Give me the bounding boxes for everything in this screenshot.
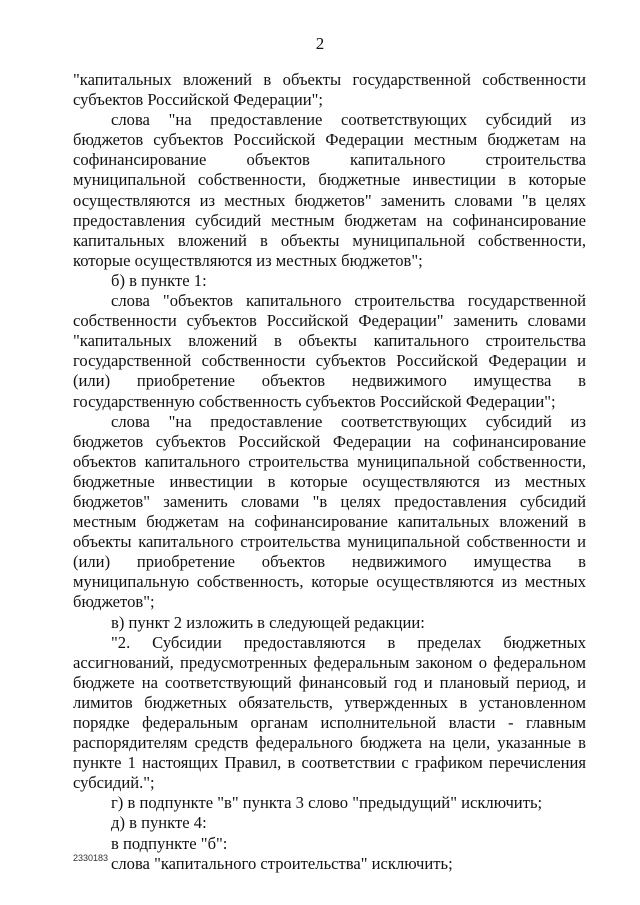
paragraph: "капитальных вложений в объекты государственной собственности субъектов Российской Федерации"; bbox=[73, 70, 586, 110]
paragraph: д) в пункте 4: bbox=[111, 813, 207, 833]
paragraph: слова "на предоставление соответствующих субсидий из бюджетов субъектов Российской Федерации местным бюджетам на софинансирование объектов капитального строительства муниципальной собственности, бюджетные инвестиции в которые осуществляются из местных бюджетов" заменить словами "в целях предоставления субсидий местным бюджетам на софинансирование капитальных вложений в объекты муниципальной собственности, которые осуществляются из местных бюджетов"; bbox=[73, 110, 586, 270]
paragraph: слова "на предоставление соответствующих субсидий из бюджетов субъектов Российской Федерации на софинансирование объектов капитального строительства муниципальной собственности, бюджетные инвестиции в которые осуществляются из местных бюджетов" заменить словами "в целях предоставления субсидий местным бюджетам на софинансирование капитальных вложений в объекты капитального строительства муниципальной собственности и (или) приобретение объектов недвижимого имущества в муниципальную собственность, которые осуществляются из местных бюджетов"; bbox=[73, 411, 586, 612]
document-body bbox=[73, 70, 586, 874]
paragraph: г) в подпункте "в" пункта 3 слово "предыдущий" исключить; bbox=[111, 793, 543, 813]
paragraph: в подпункте "б": bbox=[111, 833, 228, 853]
paragraph: слова "капитального строительства" исключить; bbox=[111, 853, 453, 873]
paragraph: б) в пункте 1: bbox=[111, 270, 207, 290]
paragraph: "2. Субсидии предоставляются в пределах бюджетных ассигнований, предусмотренных федеральным законом о федеральном бюджете на соответствующий финансовый год и плановый период, и лимитов бюджетных обязательств, утвержденных в установленном порядке федеральным органам исполнительной власти - главным распорядителям средств федерального бюджета на цели, указанные в пункте 1 настоящих Правил, в соответствии с графиком перечисления субсидий."; bbox=[73, 632, 586, 793]
paragraph: слова "объектов капитального строительства государственной собственности субъектов Российской Федерации" заменить словами "капитальных вложений в объекты капитального строительства государственной собственности субъектов Российской Федерации и (или) приобретение объектов недвижимого имущества в государственную собственность субъектов Российской Федерации"; bbox=[73, 291, 586, 411]
paragraph: в) пункт 2 изложить в следующей редакции: bbox=[111, 612, 425, 632]
document-code: 2330183 bbox=[73, 853, 109, 863]
page-number: 2 bbox=[315, 34, 325, 53]
